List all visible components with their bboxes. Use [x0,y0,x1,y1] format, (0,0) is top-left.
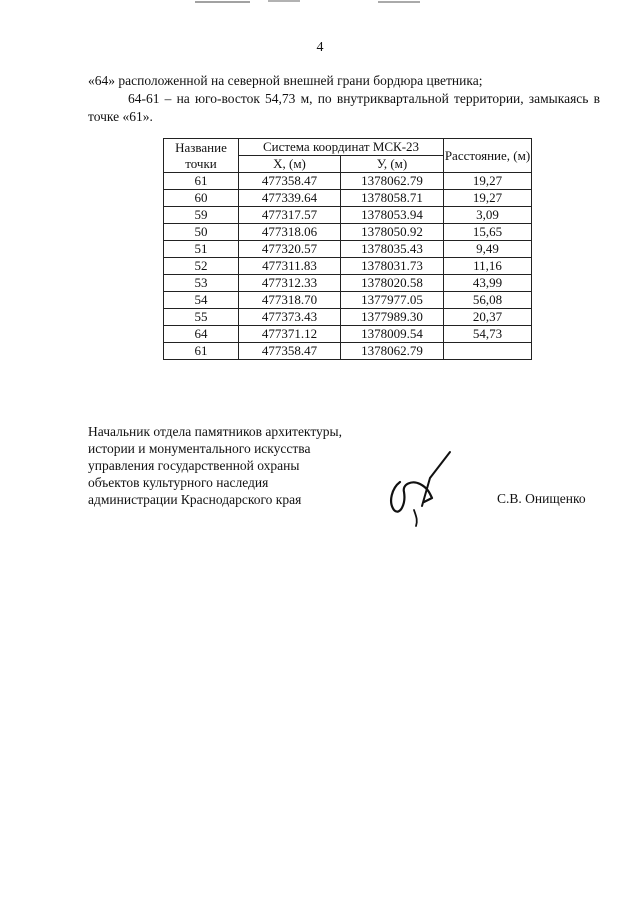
paragraph-segment-64-61: 64-61 – на юго-восток 54,73 м, по внутриквартальной территории, замыкаясь в точке «61». [88,91,600,124]
signer-name: С.В. Онищенко [497,491,586,506]
cell-x: 477358.47 [239,173,341,190]
cell-distance: 56,08 [444,292,532,309]
cell-distance [444,343,532,360]
cell-distance: 3,09 [444,207,532,224]
table-row [164,309,532,326]
position-line: истории и монументального искусства [88,441,311,456]
position-line: управления государственной охраны [88,458,300,473]
cell-x: 477373.43 [239,309,341,326]
cell-distance: 20,37 [444,309,532,326]
position-line: администрации Краснодарского края [88,492,302,507]
cell-point-name: 59 [164,207,239,224]
cell-distance: 15,65 [444,224,532,241]
cell-point-name: 61 [164,173,239,190]
cell-point-name: 61 [164,343,239,360]
table-row [164,343,532,360]
header-x: X, (м) [239,156,341,173]
table-row [164,190,532,207]
cell-x: 477318.70 [239,292,341,309]
cell-distance: 11,16 [444,258,532,275]
cell-x: 477339.64 [239,190,341,207]
table-row [164,326,532,343]
position-line: Начальник отдела памятников архитектуры, [88,424,342,439]
cell-point-name: 51 [164,241,239,258]
cell-x: 477317.57 [239,207,341,224]
table-header-row [164,139,532,156]
header-y: У, (м) [341,156,444,173]
header-point-name: Название точки [164,139,239,173]
signer-position [88,423,342,508]
cell-x: 477371.12 [239,326,341,343]
cell-point-name: 53 [164,275,239,292]
cell-x: 477312.33 [239,275,341,292]
cell-y: 1377989.30 [341,309,444,326]
table-row [164,275,532,292]
cell-y: 1378062.79 [341,343,444,360]
cell-x: 477358.47 [239,343,341,360]
page-number: 4 [316,40,324,55]
table-row [164,258,532,275]
position-line: объектов культурного наследия [88,475,269,490]
cell-y: 1378062.79 [341,173,444,190]
header-coordinate-system: Система координат МСК-23 [239,139,444,156]
coordinates-table [163,138,532,360]
cell-point-name: 55 [164,309,239,326]
handwritten-signature [372,448,462,528]
cell-point-name: 52 [164,258,239,275]
cell-distance: 9,49 [444,241,532,258]
cell-distance: 19,27 [444,190,532,207]
cell-point-name: 64 [164,326,239,343]
cell-distance: 54,73 [444,326,532,343]
scan-edge-marks [0,0,640,10]
table-row [164,173,532,190]
cell-point-name: 50 [164,224,239,241]
cell-x: 477318.06 [239,224,341,241]
cell-distance: 43,99 [444,275,532,292]
cell-y: 1378050.92 [341,224,444,241]
table-row [164,241,532,258]
cell-distance: 19,27 [444,173,532,190]
paragraph-continuation: «64» расположенной на северной внешней грани бордюра цветника; [88,73,483,88]
cell-x: 477311.83 [239,258,341,275]
cell-point-name: 60 [164,190,239,207]
cell-y: 1378009.54 [341,326,444,343]
table-row [164,292,532,309]
cell-y: 1378058.71 [341,190,444,207]
cell-y: 1378035.43 [341,241,444,258]
table-row [164,224,532,241]
cell-point-name: 54 [164,292,239,309]
table-row [164,207,532,224]
cell-x: 477320.57 [239,241,341,258]
cell-y: 1377977.05 [341,292,444,309]
cell-y: 1378020.58 [341,275,444,292]
cell-y: 1378031.73 [341,258,444,275]
header-distance: Расстояние, (м) [444,139,532,173]
cell-y: 1378053.94 [341,207,444,224]
